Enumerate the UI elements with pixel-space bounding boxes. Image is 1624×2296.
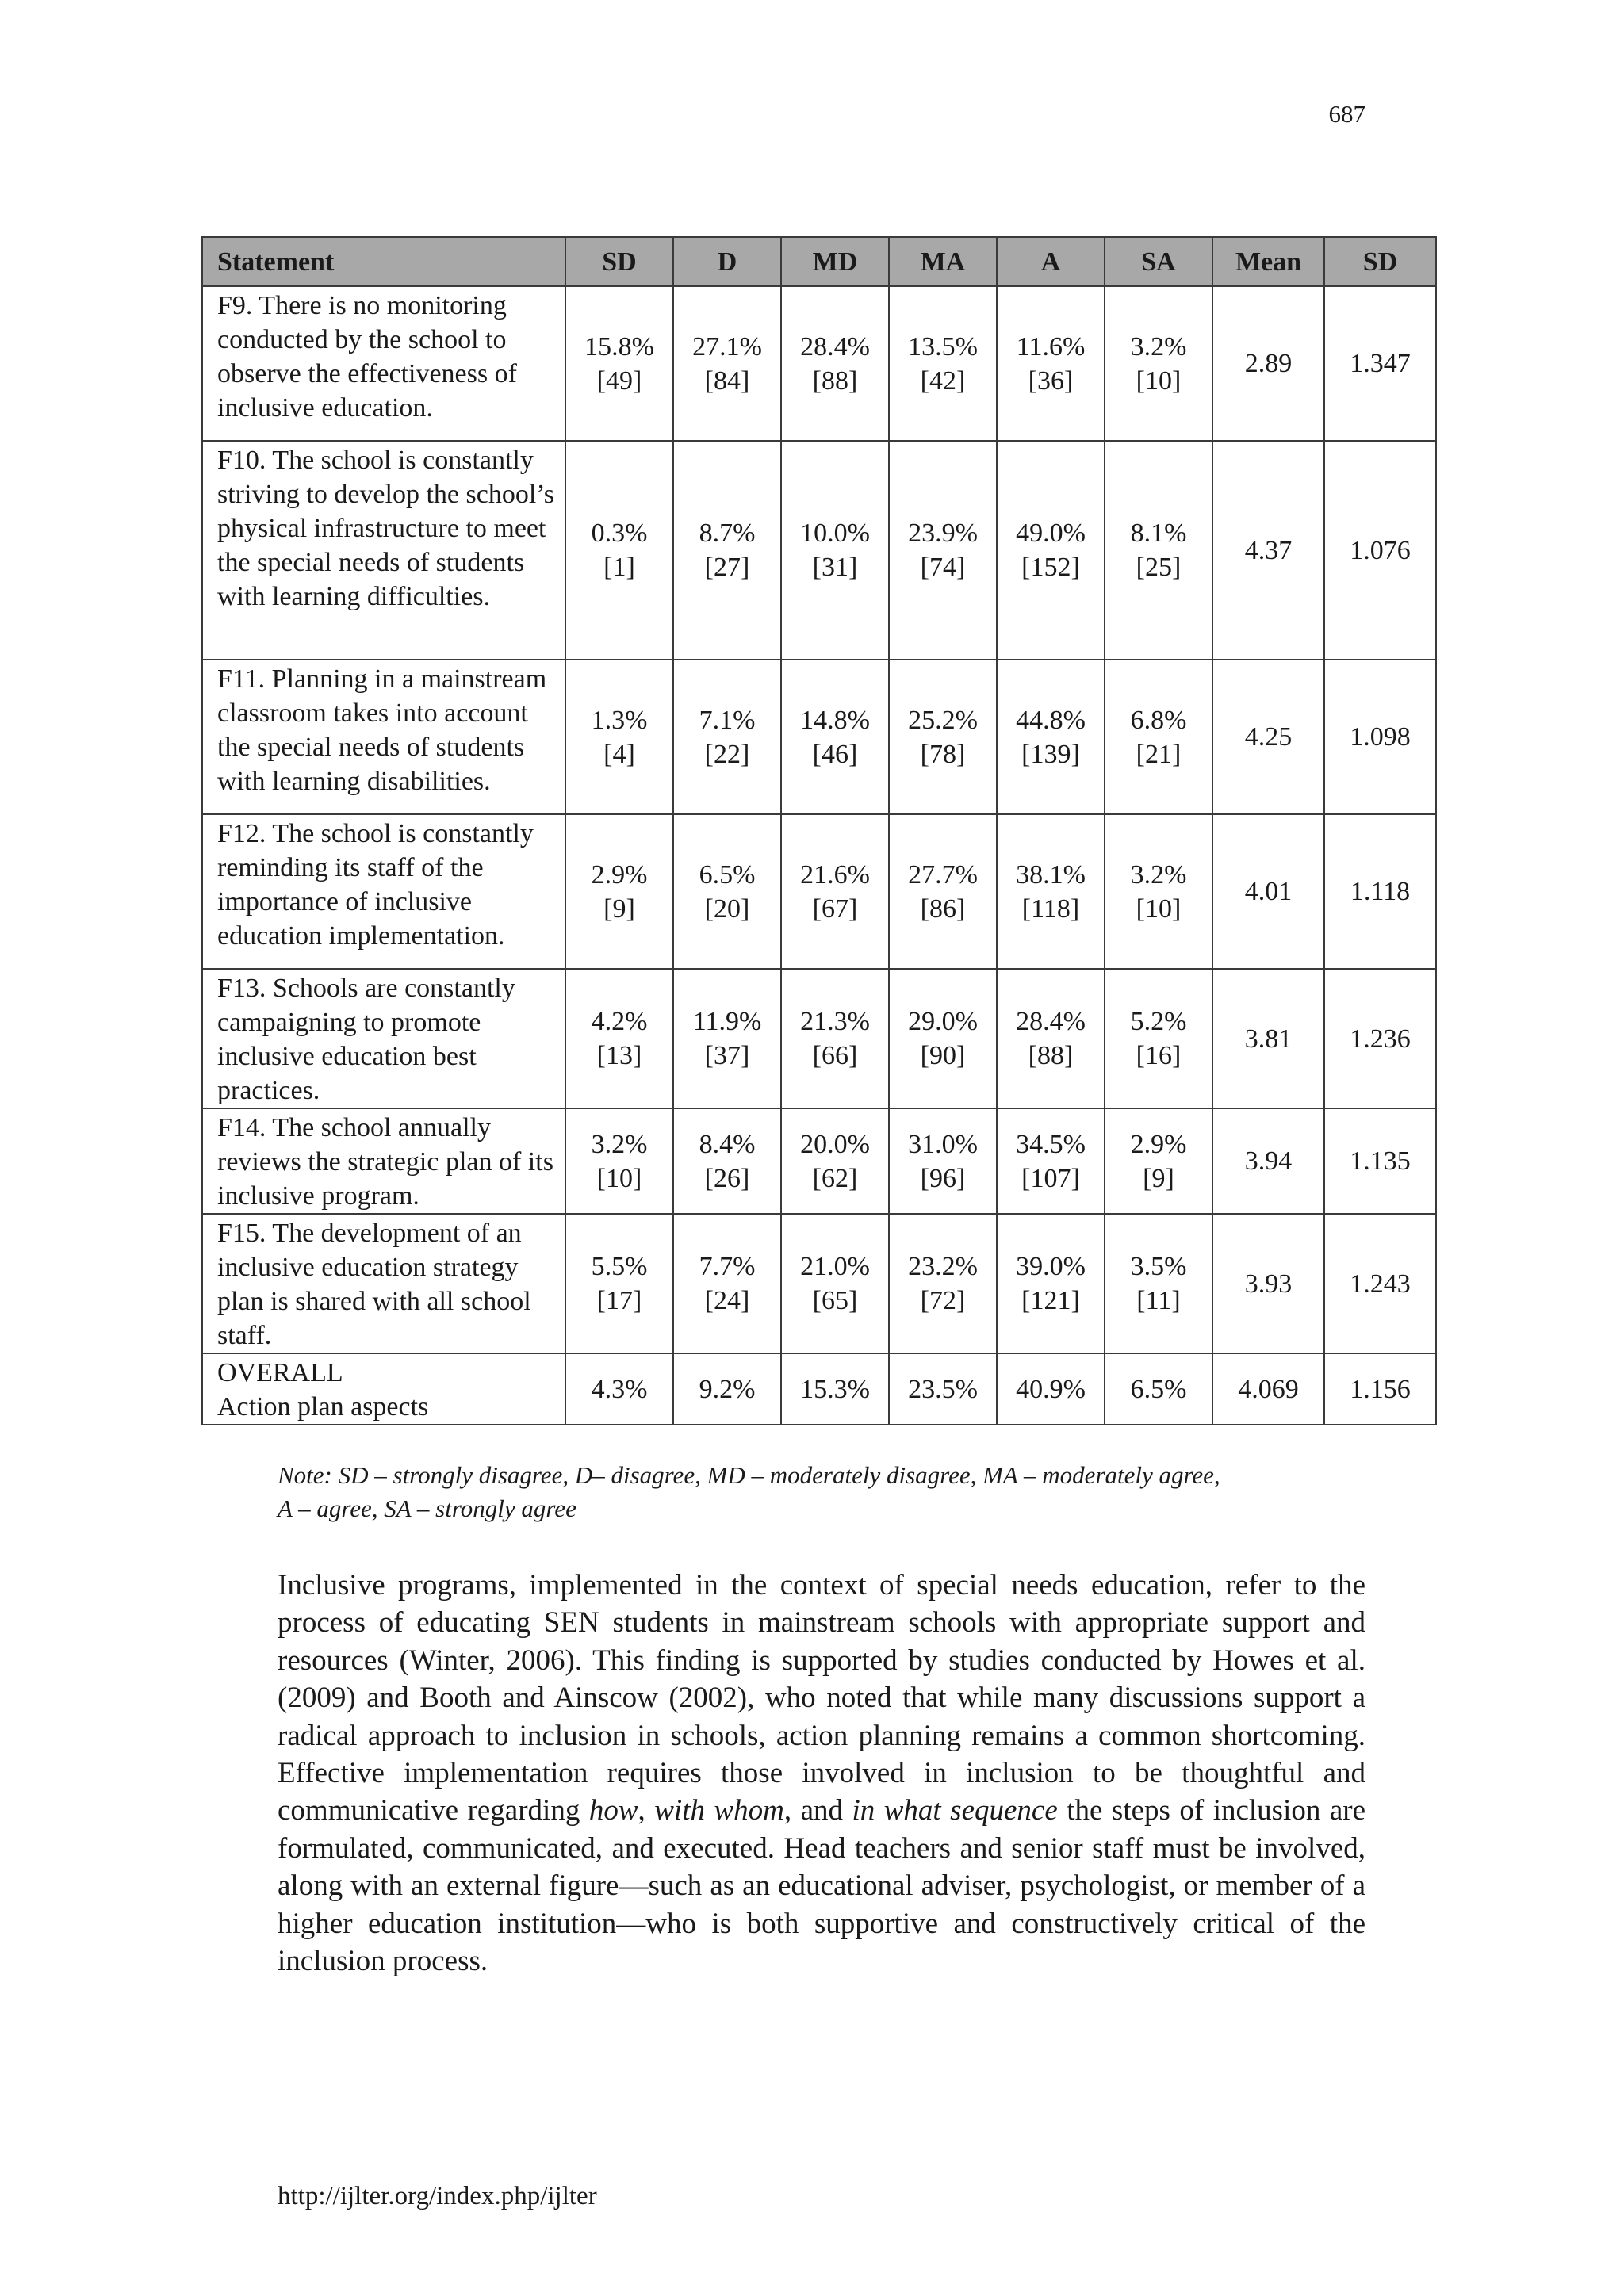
overall-md: 15.3% — [781, 1353, 889, 1425]
response-count: [107] — [1021, 1163, 1080, 1193]
response-percent: 11.9% — [692, 1007, 762, 1036]
response-count: [37] — [704, 1041, 750, 1070]
response-cell-a — [997, 814, 1105, 969]
overall-ma: 23.5% — [889, 1353, 997, 1425]
header-md: MD — [781, 237, 889, 286]
std-dev-cell: 1.118 — [1324, 814, 1436, 969]
response-count: [9] — [1143, 1163, 1174, 1193]
response-percent: 21.6% — [800, 859, 870, 890]
response-count: [10] — [1136, 365, 1182, 396]
response-cell-md — [781, 814, 889, 969]
table-note-line2: A – agree, SA – strongly agree — [278, 1494, 576, 1522]
response-percent: 3.5% — [1130, 1252, 1187, 1281]
response-count: [9] — [603, 894, 635, 924]
response-count: [96] — [920, 1163, 966, 1193]
statement-cell: F13. Schools are constantly campaigning to promote inclusive education best practices. — [202, 969, 565, 1108]
response-cell-d — [673, 286, 781, 441]
response-count: [88] — [1028, 1041, 1074, 1070]
statement-cell: F9. There is no monitoring conducted by the school to observe the effectiveness of inclusive education. — [202, 286, 565, 441]
response-cell-sa — [1105, 1108, 1212, 1214]
response-cell-sa — [1105, 969, 1212, 1108]
overall-d: 9.2% — [673, 1353, 781, 1425]
table-header-row — [202, 237, 1436, 286]
mean-cell: 2.89 — [1212, 286, 1324, 441]
body-emphasis-with-whom: with whom — [654, 1794, 784, 1827]
response-percent: 29.0% — [908, 1007, 978, 1036]
overall-sd: 4.3% — [565, 1353, 673, 1425]
response-percent: 27.1% — [692, 331, 762, 362]
response-count: [49] — [596, 365, 642, 396]
std-dev-cell: 1.236 — [1324, 969, 1436, 1108]
response-cell-ma — [889, 1108, 997, 1214]
response-count: [74] — [920, 553, 966, 582]
response-cell-d — [673, 441, 781, 660]
response-percent: 25.2% — [908, 705, 978, 735]
response-cell-sa — [1105, 286, 1212, 441]
response-percent: 11.6% — [1016, 331, 1086, 362]
response-count: [90] — [920, 1041, 966, 1070]
response-percent: 23.9% — [908, 519, 978, 548]
response-cell-ma — [889, 441, 997, 660]
response-cell-sd — [565, 441, 673, 660]
response-percent: 20.0% — [800, 1129, 870, 1159]
response-cell-md — [781, 286, 889, 441]
response-cell-a — [997, 1108, 1105, 1214]
response-count: [84] — [704, 365, 750, 396]
response-percent: 13.5% — [908, 331, 978, 362]
response-percent: 5.5% — [591, 1252, 648, 1281]
response-percent: 34.5% — [1016, 1129, 1086, 1159]
body-text-segment-1: Inclusive programs, implemented in the context of special needs education, refer to the process of educating SEN students in mainstream schools with appropriate support and resources (Winter, 2006). This finding is supported by studies conducted by Howes et al. (2009) and Booth and Ainscow (2002), who noted that while many discussions support a radical approach to inclusion in schools, action planning remains a common shortcoming. Effective implementation requires those involved in inclusion to be thoughtful and communicative regarding — [278, 1569, 1365, 1827]
response-percent: 14.8% — [800, 705, 870, 735]
std-dev-cell: 1.098 — [1324, 660, 1436, 814]
response-count: [139] — [1021, 739, 1080, 769]
results-table — [201, 236, 1437, 1425]
response-count: [42] — [920, 365, 966, 396]
response-count: [27] — [704, 553, 750, 582]
response-percent: 27.7% — [908, 859, 978, 890]
response-cell-md — [781, 660, 889, 814]
response-cell-a — [997, 441, 1105, 660]
header-sd: SD — [565, 237, 673, 286]
response-percent: 28.4% — [1016, 1007, 1086, 1036]
body-emphasis-how: how — [588, 1794, 638, 1827]
response-percent: 4.2% — [591, 1007, 648, 1036]
body-text-segment-4: the steps of inclusion are formulated, communicated, and executed. Head teachers and senior staff must be involved, along with an external figure—such as an educational adviser, psychologist, or member of a higher education institution—who is both supportive and constructively critical of the inclusion process. — [278, 1794, 1365, 1978]
response-count: [4] — [603, 739, 635, 769]
response-percent: 2.9% — [1130, 1129, 1187, 1159]
response-count: [22] — [704, 739, 750, 769]
mean-cell: 4.37 — [1212, 441, 1324, 660]
response-cell-md — [781, 1108, 889, 1214]
header-d: D — [673, 237, 781, 286]
response-cell-ma — [889, 1214, 997, 1353]
std-dev-cell: 1.135 — [1324, 1108, 1436, 1214]
response-count: [13] — [596, 1041, 642, 1070]
response-count: [62] — [812, 1163, 858, 1193]
response-cell-md — [781, 969, 889, 1108]
response-cell-sd — [565, 1214, 673, 1353]
response-percent: 0.3% — [591, 519, 648, 548]
response-percent: 28.4% — [800, 331, 870, 362]
response-cell-sd — [565, 969, 673, 1108]
response-cell-a — [997, 1214, 1105, 1353]
response-count: [26] — [704, 1163, 750, 1193]
response-percent: 3.2% — [1130, 331, 1187, 362]
response-percent: 1.3% — [591, 705, 648, 735]
table-row-overall — [202, 1353, 1436, 1425]
response-cell-a — [997, 660, 1105, 814]
response-percent: 8.4% — [699, 1129, 756, 1159]
response-cell-md — [781, 441, 889, 660]
response-cell-d — [673, 660, 781, 814]
response-percent: 3.2% — [1130, 859, 1187, 890]
header-sa: SA — [1105, 237, 1212, 286]
mean-cell: 4.01 — [1212, 814, 1324, 969]
response-count: [118] — [1021, 894, 1080, 924]
response-count: [66] — [812, 1041, 858, 1070]
response-percent: 49.0% — [1016, 519, 1086, 548]
table-row — [202, 969, 1436, 1108]
response-cell-d — [673, 969, 781, 1108]
response-cell-sa — [1105, 1214, 1212, 1353]
table-note — [278, 1459, 1365, 1525]
table-row — [202, 286, 1436, 441]
response-cell-sd — [565, 814, 673, 969]
header-ma: MA — [889, 237, 997, 286]
response-count: [36] — [1028, 365, 1074, 396]
response-count: [17] — [596, 1286, 642, 1315]
overall-a: 40.9% — [997, 1353, 1105, 1425]
response-cell-sd — [565, 286, 673, 441]
response-cell-d — [673, 1214, 781, 1353]
overall-label — [202, 1353, 565, 1425]
response-percent: 7.1% — [699, 705, 756, 735]
overall-std-dev: 1.156 — [1324, 1353, 1436, 1425]
response-cell-a — [997, 286, 1105, 441]
response-cell-ma — [889, 286, 997, 441]
response-percent: 15.8% — [584, 331, 654, 362]
response-count: [86] — [920, 894, 966, 924]
response-count: [24] — [704, 1286, 750, 1315]
response-count: [65] — [812, 1286, 858, 1315]
response-count: [152] — [1021, 553, 1080, 582]
response-count: [11] — [1136, 1286, 1181, 1315]
response-count: [88] — [812, 365, 858, 396]
response-count: [78] — [920, 739, 966, 769]
mean-cell: 3.93 — [1212, 1214, 1324, 1353]
std-dev-cell: 1.347 — [1324, 286, 1436, 441]
response-count: [10] — [596, 1163, 642, 1193]
table-note-line1: Note: SD – strongly disagree, D– disagree, MD – moderately disagree, MA – moderately agree, — [278, 1461, 1220, 1489]
response-count: [1] — [603, 553, 635, 582]
overall-mean: 4.069 — [1212, 1353, 1324, 1425]
response-count: [31] — [812, 553, 858, 582]
response-cell-sd — [565, 660, 673, 814]
response-percent: 44.8% — [1016, 705, 1086, 735]
response-cell-sd — [565, 1108, 673, 1214]
response-percent: 31.0% — [908, 1129, 978, 1159]
response-percent: 2.9% — [591, 859, 648, 890]
response-percent: 6.5% — [699, 859, 756, 890]
response-percent: 8.7% — [699, 519, 756, 548]
std-dev-cell: 1.076 — [1324, 441, 1436, 660]
response-percent: 10.0% — [800, 519, 870, 548]
table-row — [202, 1108, 1436, 1214]
response-cell-ma — [889, 660, 997, 814]
statement-cell: F12. The school is constantly reminding its staff of the importance of inclusive education implementation. — [202, 814, 565, 969]
response-cell-sa — [1105, 814, 1212, 969]
response-percent: 8.1% — [1130, 519, 1187, 548]
table-row — [202, 441, 1436, 660]
response-percent: 38.1% — [1016, 859, 1086, 890]
header-statement: Statement — [202, 237, 565, 286]
response-percent: 5.2% — [1130, 1007, 1187, 1036]
mean-cell: 4.25 — [1212, 660, 1324, 814]
response-count: [46] — [812, 739, 858, 769]
response-percent: 39.0% — [1016, 1252, 1086, 1281]
header-a: A — [997, 237, 1105, 286]
response-count: [121] — [1021, 1286, 1080, 1315]
overall-sa: 6.5% — [1105, 1353, 1212, 1425]
response-percent: 21.0% — [800, 1252, 870, 1281]
response-percent: 21.3% — [800, 1007, 870, 1036]
body-text-segment-3: , and — [783, 1794, 852, 1827]
response-percent: 6.8% — [1130, 705, 1187, 735]
response-count: [16] — [1136, 1041, 1182, 1070]
response-cell-d — [673, 814, 781, 969]
body-emphasis-in-what-sequence: in what sequence — [852, 1794, 1058, 1827]
response-cell-md — [781, 1214, 889, 1353]
mean-cell: 3.81 — [1212, 969, 1324, 1108]
body-paragraph — [278, 1567, 1365, 1980]
statement-cell: F14. The school annually reviews the strategic plan of its inclusive program. — [202, 1108, 565, 1214]
table-row — [202, 660, 1436, 814]
overall-label-line2: Action plan aspects — [217, 1392, 429, 1422]
body-text-segment-2: , — [638, 1794, 655, 1827]
response-cell-sa — [1105, 441, 1212, 660]
response-count: [67] — [812, 894, 858, 924]
response-cell-d — [673, 1108, 781, 1214]
response-count: [10] — [1136, 894, 1182, 924]
mean-cell: 3.94 — [1212, 1108, 1324, 1214]
response-count: [25] — [1136, 553, 1182, 582]
overall-label-line1: OVERALL — [217, 1358, 343, 1387]
std-dev-cell: 1.243 — [1324, 1214, 1436, 1353]
footer-url: http://ijlter.org/index.php/ijlter — [278, 2182, 597, 2210]
response-cell-ma — [889, 969, 997, 1108]
response-count: [20] — [704, 894, 750, 924]
table-row — [202, 1214, 1436, 1353]
response-cell-sa — [1105, 660, 1212, 814]
statement-cell: F15. The development of an inclusive education strategy plan is shared with all school staff. — [202, 1214, 565, 1353]
response-percent: 3.2% — [591, 1129, 648, 1159]
response-cell-ma — [889, 814, 997, 969]
response-count: [21] — [1136, 739, 1182, 769]
header-std-dev: SD — [1324, 237, 1436, 286]
page-number: 687 — [1328, 100, 1365, 128]
header-mean: Mean — [1212, 237, 1324, 286]
statement-cell: F11. Planning in a mainstream classroom takes into account the special needs of students with learning disabilities. — [202, 660, 565, 814]
response-percent: 23.2% — [908, 1252, 978, 1281]
table-row — [202, 814, 1436, 969]
response-count: [72] — [920, 1286, 966, 1315]
response-cell-a — [997, 969, 1105, 1108]
response-percent: 7.7% — [699, 1252, 756, 1281]
statement-cell: F10. The school is constantly striving to develop the school’s physical infrastructure to meet the special needs of students with learning difficulties. — [202, 441, 565, 660]
